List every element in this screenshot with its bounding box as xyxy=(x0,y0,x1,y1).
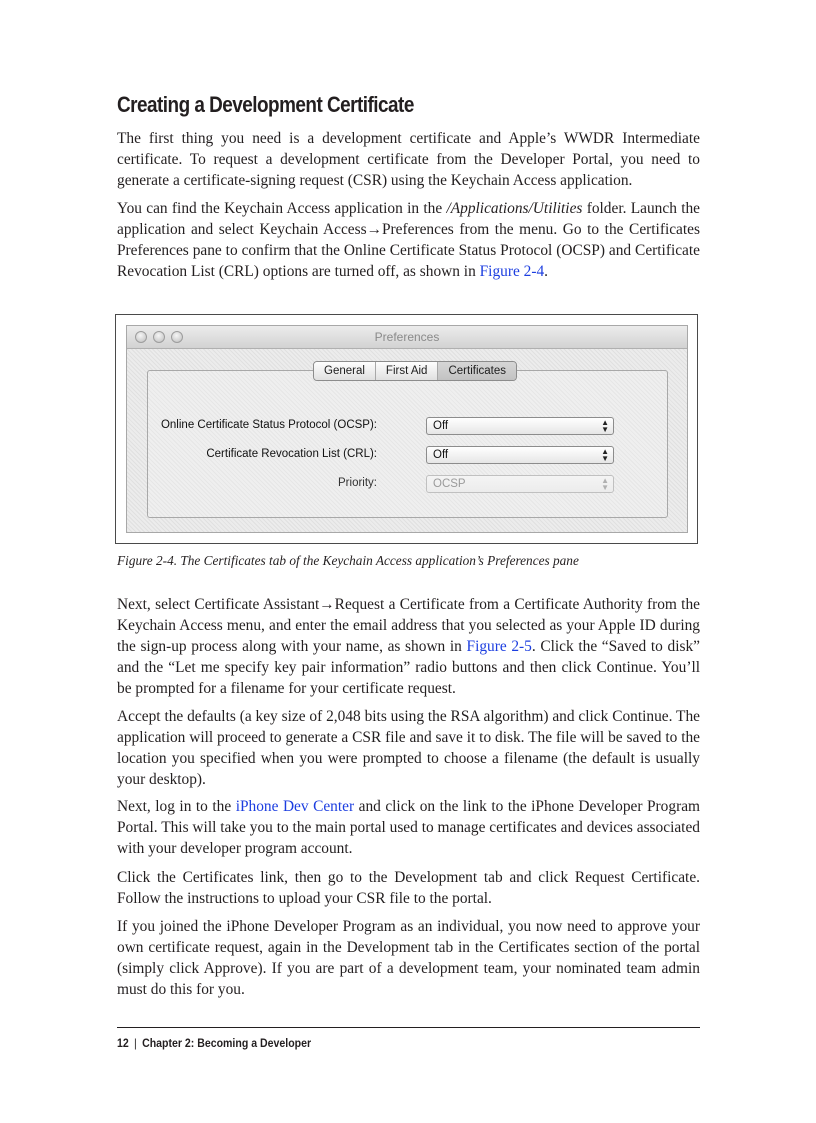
footer-separator: | xyxy=(134,1036,137,1050)
paragraph-intro: The first thing you need is a development certificate and Apple’s WWDR Intermediate certificate. To request a development certificate from the Developer Portal, you need to generate a certificate-signing request (CSR) using the Keychain Access application. xyxy=(117,130,700,189)
ocsp-select-value: Off xyxy=(433,420,449,432)
window-title: Preferences xyxy=(374,330,440,344)
footer-divider xyxy=(117,1027,700,1028)
paragraph-dev-center xyxy=(117,796,700,859)
priority-select xyxy=(426,475,614,493)
section-heading: Creating a Development Certificate xyxy=(117,92,414,117)
preferences-window xyxy=(126,325,688,533)
paragraph-approve: If you joined the iPhone Developer Program as an individual, you now need to approve your own certificate request, again in the Development tab in the Certificates section of the portal (simply click Approve). If you are part of a development team, your nominated team admin must do this for you. xyxy=(117,918,700,998)
updown-arrows-icon: ▲ ▼ xyxy=(601,418,609,434)
tab-first-aid[interactable]: First Aid xyxy=(375,362,438,380)
folder-path: /Applications/Utilities xyxy=(446,200,583,217)
paragraph-text: Next, select Certificate Assistant→Request a Certificate from a Certificate Authority from the Keychain Access menu, and enter the email address that you selected as your Apple ID during the sign-up process along with your name, as shown in xyxy=(117,596,700,655)
preferences-tabs xyxy=(313,361,517,381)
paragraph-defaults: Accept the defaults (a key size of 2,048 bits using the RSA algorithm) and click Continue. The application will proceed to generate a CSR file and save it to disk. The file will be saved to the location you specified when you were prompted to choose a filename (the default is usually your desktop). xyxy=(117,708,700,788)
iphone-dev-center-link[interactable]: iPhone Dev Center xyxy=(235,798,355,815)
paragraph-text: You can find the Keychain Access application in the xyxy=(117,200,447,217)
paragraph-request xyxy=(117,594,700,699)
page-number: 12 xyxy=(117,1036,129,1050)
window-titlebar xyxy=(127,326,687,349)
paragraph-keychain xyxy=(117,198,700,282)
ocsp-select[interactable] xyxy=(426,417,614,435)
figure-2-4-link[interactable]: Figure 2-4 xyxy=(479,263,545,280)
zoom-window-icon[interactable] xyxy=(171,331,183,343)
priority-label: Priority: xyxy=(338,477,377,489)
figure-caption: Figure 2-4. The Certificates tab of the Keychain Access application’s Preferences pane xyxy=(117,553,579,568)
paragraph-text: . Click the “Saved to disk” and the “Let me specify key pair information” radio buttons and then click Continue. You’ll be prompted for a filename for your certificate request. xyxy=(117,638,700,697)
crl-select[interactable] xyxy=(426,446,614,464)
crl-label: Certificate Revocation List (CRL): xyxy=(206,448,377,460)
crl-select-value: Off xyxy=(433,449,449,461)
updown-arrows-icon: ▲ ▼ xyxy=(601,476,609,492)
paragraph-text: Next, log in to the xyxy=(117,798,236,815)
priority-select-value: OCSP xyxy=(433,478,466,490)
paragraph-text: and click on the link to the iPhone Developer Program Portal. This will take you to the main portal used to manage certificates and devices associated with your developer program account. xyxy=(117,798,700,857)
minimize-window-icon[interactable] xyxy=(153,331,165,343)
tab-certificates[interactable]: Certificates xyxy=(437,362,516,380)
paragraph-text: folder. Launch the application and select Keychain Access→Preferences from the menu. Go to the Certificates Preferences pane to confirm that the Online Certificate Status Protocol (OCSP) and Certificate Revocation List (CRL) options are turned off, as shown in xyxy=(117,200,700,280)
figure-2-5-link[interactable]: Figure 2-5 xyxy=(466,638,532,655)
certificates-panel xyxy=(147,370,668,518)
paragraph-text: . xyxy=(544,263,549,280)
chapter-title: Chapter 2: Becoming a Developer xyxy=(142,1036,312,1050)
page-footer xyxy=(117,1036,311,1050)
tab-general[interactable]: General xyxy=(314,362,375,380)
paragraph-certificates-link: Click the Certificates link, then go to the Development tab and click Request Certificate. Follow the instructions to upload your CSR file to the portal. xyxy=(117,869,700,907)
updown-arrows-icon: ▲ ▼ xyxy=(601,447,609,463)
figure-2-4 xyxy=(115,314,698,544)
ocsp-label: Online Certificate Status Protocol (OCSP): xyxy=(160,419,377,431)
close-window-icon[interactable] xyxy=(135,331,147,343)
